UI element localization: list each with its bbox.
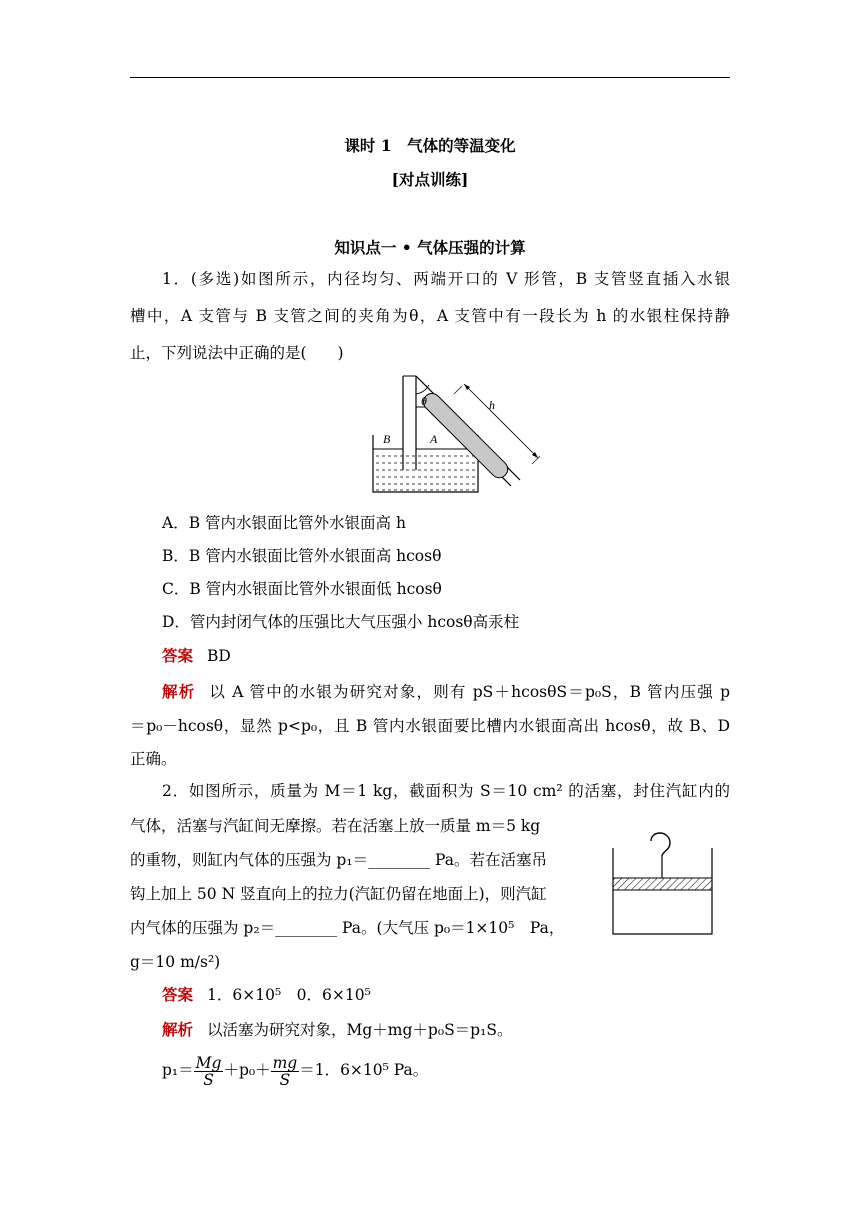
q1-option-c: C．B 管内水银面比管外水银面低 hcosθ [162,580,442,598]
q2-line-5: 内气体的压强为 p₂＝________ Pa。(大气压 p₀＝1×10⁵ Pa， [130,919,565,937]
formula-mid: ＋p₀＋ [223,1061,271,1079]
q1-option-d: D．管内封闭气体的压强比大气压强小 hcosθ高汞柱 [162,613,520,631]
q1-option-b: B．B 管内水银面比管外水银面高 hcosθ [162,547,442,565]
lesson-title: 课时 1 气体的等温变化 [344,136,516,155]
q1-analysis-line-3: 正确。 [130,750,177,768]
exercise-heading: [对点训练] [391,170,469,189]
analysis-label-2: 解析 [162,1020,194,1039]
analysis-text-1: 以 A 管中的水银为研究对象，则有 pS＋hcosθS＝p₀S，B 管内压强 p [209,683,730,701]
answer-value-2: 1．6×10⁵ 0．6×10⁵ [207,986,371,1004]
q2-answer [162,985,762,1005]
q2-analysis [162,1020,762,1040]
q1-line-3: 止，下列说法中正确的是( ) [130,344,344,362]
formula-end: ＝1．6×10⁵ Pa。 [299,1061,429,1079]
section-heading: 知识点一 • 气体压强的计算 [334,238,526,257]
answer-label-2: 答案 [162,985,194,1004]
label-theta: θ [421,394,427,408]
header-rule [130,77,730,78]
label-a: A [430,432,438,446]
q1-answer [162,646,762,666]
label-h: h [489,398,495,412]
q2-line-3: 的重物，则缸内气体的压强为 p₁＝________ Pa。若在活塞吊 [130,851,547,869]
analysis-text-2: 以活塞为研究对象，Mg＋mg＋p₀S＝p₁S。 [207,1021,513,1039]
fraction-mg-over-s-2 [271,1055,300,1088]
analysis-label: 解析 [162,682,196,701]
q1-analysis [162,682,730,702]
q1-analysis-line-2: ＝p₀－hcosθ，显然 p<p₀，且 B 管内水银面要比槽内水银面高出 hcosθ，故 B、D [130,717,730,735]
fraction-den-2: S [279,1070,291,1089]
q2-line-2: 气体，活塞与汽缸间无摩擦。若在活塞上放一质量 m＝5 kg [130,817,541,835]
q2-line-6: g＝10 m/s²) [130,953,221,971]
cylinder-piston-figure [610,826,715,938]
fraction-den-1: S [203,1070,214,1089]
fraction-mg-over-s [194,1055,224,1088]
q2-formula [162,1052,762,1088]
answer-label: 答案 [162,646,194,665]
q1-line-1: 1．(多选)如图所示，内径均匀、两端开口的 V 形管，B 支管竖直插入水银 [162,270,730,288]
label-b: B [383,432,391,446]
q1-option-a: A．B 管内水银面比管外水银面高 h [162,514,406,532]
fraction-num-1: Mg [195,1053,222,1072]
fraction-num-2: mg [272,1053,298,1072]
v-tube-figure [370,372,665,496]
formula-p1: p₁＝ [162,1061,194,1079]
q1-line-2: 槽中，A 支管与 B 支管之间的夹角为θ，A 支管中有一段长为 h 的水银柱保持静 [130,307,730,325]
answer-value: BD [207,647,231,665]
q2-line-1: 2．如图所示，质量为 M＝1 kg，截面积为 S＝10 cm² 的活塞，封住汽缸内的 [162,782,730,800]
q2-line-4: 钩上加上 50 N 竖直向上的拉力(汽缸仍留在地面上)，则汽缸 [130,885,547,903]
